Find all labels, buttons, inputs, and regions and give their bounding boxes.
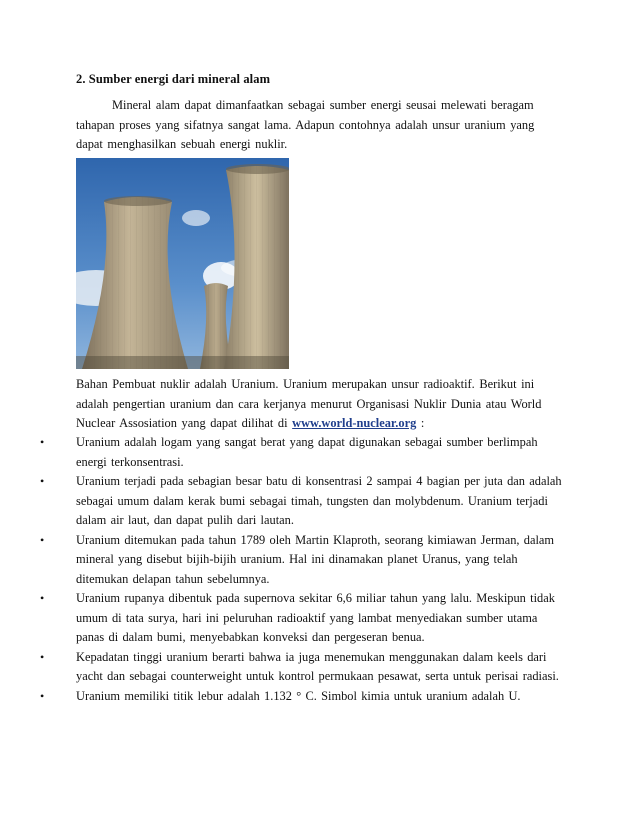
list-item [0,472,566,531]
source-text-after: : [416,416,425,430]
list-item [0,531,566,590]
list-item [0,648,566,687]
bullet-icon: • [40,474,45,488]
cooling-towers-photo [76,158,289,369]
bullet-icon: • [40,688,45,703]
list-item [0,433,566,472]
list-item-text: Uranium terjadi pada sebagian besar batu di konsentrasi 2 sampai 4 bagian per juta dan adalah sebagai umum dalam kerak bumi sebagai timah, tungsten dan molybdenum. Uranium terjadi dalam air laut, dan dapat pulih dari lautan. [76,474,562,527]
source-paragraph [76,375,564,434]
list-item-text: Uranium ditemukan pada tahun 1789 oleh Martin Klaproth, seorang kimiawan Jerman, dalam mineral yang disebut bijih-bijih uranium. Hal ini dinamakan planet Uranus, yang telah ditemukan delapan tahun sebelumnya. [76,532,555,586]
section-heading: 2. Sumber energi dari mineral alam [76,72,271,86]
list-item [0,687,566,707]
list-item-text: Uranium adalah logam yang sangat berat yang dapat digunakan sebagai sumber berlimpah energi terkonsentrasi. [76,435,538,469]
bullet-icon: • [40,591,45,605]
source-text-before: Bahan Pembuat nuklir adalah Uranium. Uranium merupakan unsur radioaktif. Berikut ini adalah pengertian uranium dan cara kerjanya menurut Organisasi Nuklir Dunia atau World Nuclear Assosiation yang dapat dilihat di [76,377,542,430]
world-nuclear-link[interactable]: www.world-nuclear.org [292,416,417,430]
list-item-text: Uranium rupanya dibentuk pada supernova sekitar 6,6 miliar tahun yang lalu. Meskipun tidak umum di tata surya, hari ini peluruhan radioaktif yang lambat menyediakan sumber utama panas di dalam bumi, menyebabkan konveksi dan pergeseran benua. [76,591,555,644]
list-item-text: Kepadatan tinggi uranium berarti bahwa ia juga menemukan menggunakan dalam keels dari yacht dan sebagai counterweight untuk kontrol permukaan pesawat, serta untuk perisai radiasi. [76,649,559,683]
bullet-icon: • [40,532,45,547]
bullet-icon: • [40,435,45,449]
list-item [0,589,566,648]
list-item-text: Uranium memiliki titik lebur adalah 1.132 ° C. Simbol kimia untuk uranium adalah U. [76,688,521,703]
uranium-facts-list [0,433,600,706]
intro-paragraph: Mineral alam dapat dimanfaatkan sebagai sumber energi seusai melewati beragam tahapan proses yang sifatnya sangat lama. Adapun contohnya adalah unsur uranium yang dapat menghasilkan sebuah energi nuklir. [76,98,535,151]
bullet-icon: • [40,649,45,664]
